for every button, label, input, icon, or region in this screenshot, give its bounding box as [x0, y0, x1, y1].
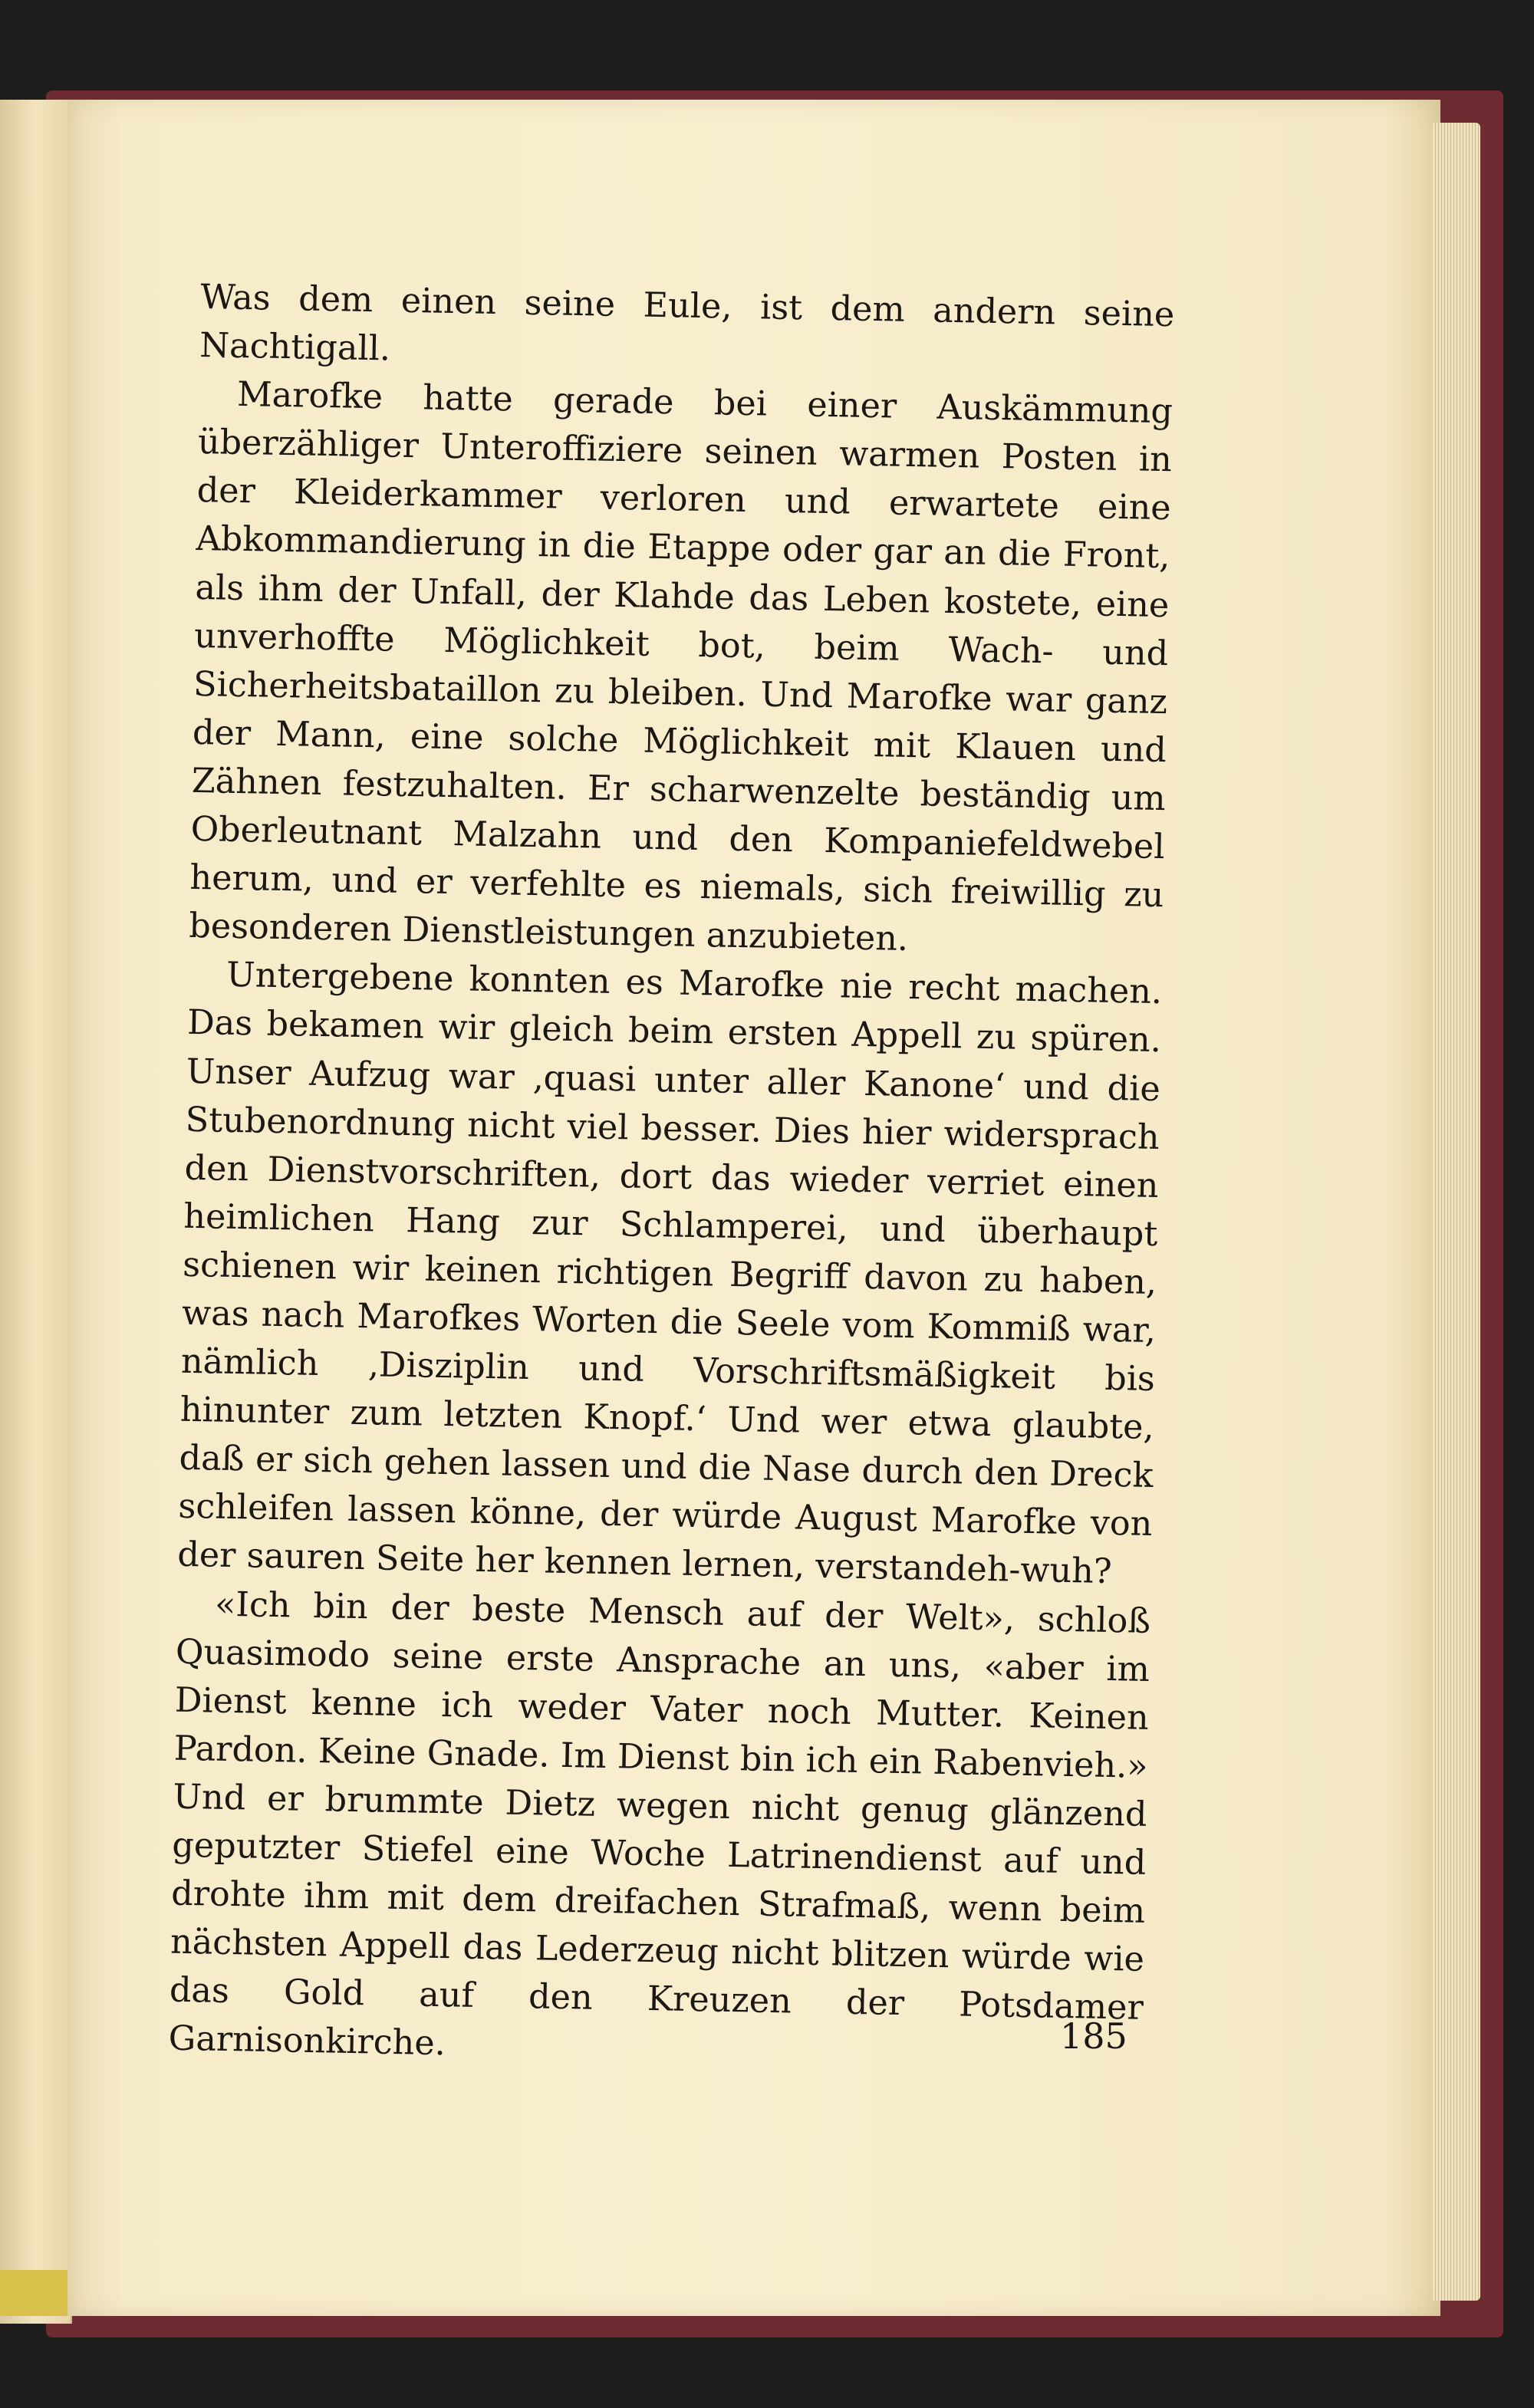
body-text — [168, 273, 1175, 2081]
paragraph: Untergebene konnten es Marofke nie recht machen. Das bekamen wir gleich beim ersten Appell zu spüren. Unser Aufzug war ‚quasi unter aller Kanone‘ und die Stubenordnung nicht viel besser. Dies hier widersprach den Dienstvorschriften, dort das wieder verriet einen heimlichen Hang zur Schlamperei, und überhaupt schienen wir keinen richtigen Begriff davon zu haben, was nach Marofkes Worten die Seele vom Kommiß war, nämlich ‚Disziplin und Vorschriftsmäßigkeit bis hinunter zum letzten Knopf.‘ Und wer etwa glaubte, daß er sich gehen lassen und die Nase durch den Dreck schleifen lassen könne, der würde August Marofke von der sauren Seite her kennen lernen, verstandeh-wuh? — [176, 956, 1163, 1592]
left-page-edge — [0, 100, 72, 2324]
paragraph: Was dem einen seine Eule, ist dem andern seine Nachtigall. — [199, 277, 1175, 369]
bookmark-ribbon — [0, 2270, 73, 2316]
page-number: 185 — [1060, 2015, 1127, 2057]
page-stack-edge — [1433, 123, 1480, 2301]
paragraph: Marofke hatte gerade bei einer Auskämmung überzähliger Unteroffiziere seinen warmen Posten in der Kleiderkammer verloren und erwartete eine Abkommandierung in die Etappe oder gar an die Front, als ihm der Unfall, der Klahde das Leben kostete, eine unverhoffte Möglichkeit bot, beim Wach- und Sicherheitsbataillon zu bleiben. Und Marofke war ganz der Mann, eine solche Möglichkeit mit Klauen und Zähnen festzuhalten. Er scharwenzelte beständig um Oberleutnant Malzahn und den Kompaniefeldwebel herum, und er verfehlte es niemals, sich freiwillig zu besonderen Dienstleistungen anzubieten. — [188, 375, 1174, 959]
paragraph: «Ich bin der beste Mensch auf der Welt», schloß Quasimodo seine erste Ansprache an uns, «aber im Dienst kenne ich weder Vater noch Mutter. Keinen Pardon. Keine Gnade. Im Dienst bin ich ein Rabenvieh.» Und er brummte Dietz wegen nicht genug glänzend geputzter Stiefel eine Woche Latrinendienst auf und drohte ihm mit dem dreifachen Strafmaß, wenn beim nächsten Appell das Lederzeug nicht blitzen würde wie das Gold auf den Kreuzen der Potsdamer Garnisonkirche. — [168, 1584, 1151, 2064]
